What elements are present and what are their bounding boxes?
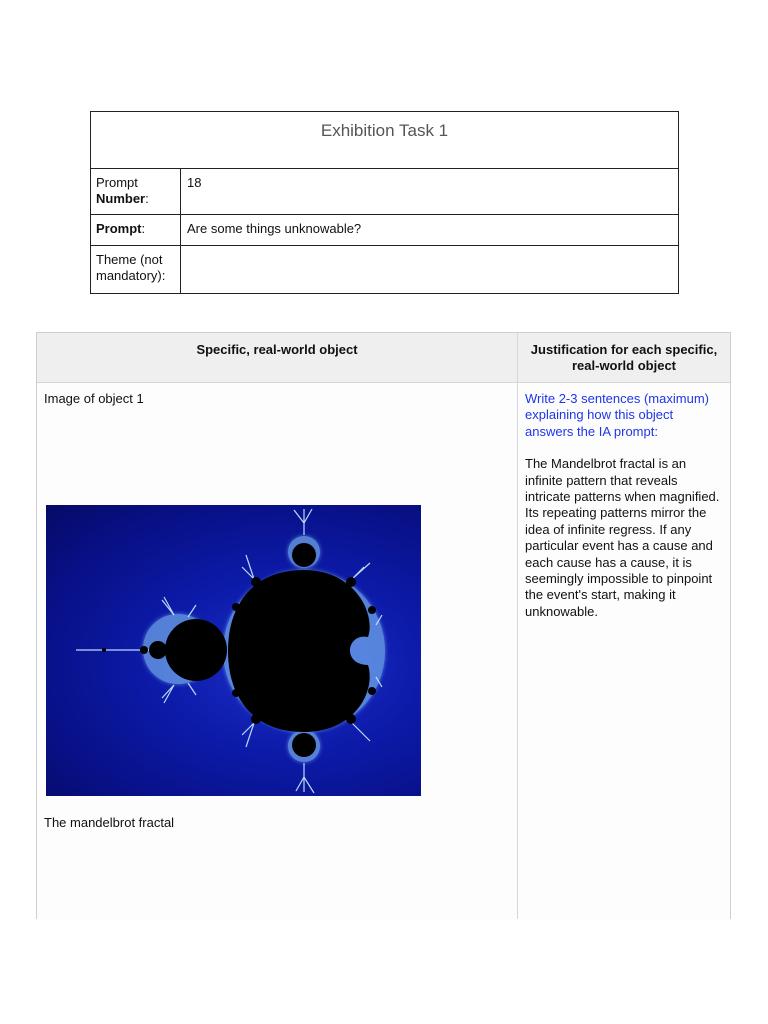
exhibition-info-table (90, 111, 679, 294)
mandelbrot-fractal-image (46, 505, 421, 796)
mandelbrot-fractal-svg (46, 505, 421, 796)
objects-table-row (37, 383, 730, 919)
objects-table (36, 332, 731, 919)
prompt-value: Are some things unknowable? (181, 215, 679, 246)
object-cell (37, 383, 518, 919)
prompt-label: Prompt: (91, 215, 181, 246)
exhibition-title: Exhibition Task 1 (91, 112, 679, 169)
theme-label: Theme (not mandatory): (91, 246, 181, 294)
header-object: Specific, real-world object (37, 333, 518, 382)
instruction-text: Write 2-3 sentences (maximum) explaining how this object answers the IA prompt: (525, 391, 709, 439)
prompt-number-label: Prompt Number: (91, 169, 181, 215)
prompt-number-value: 18 (181, 169, 679, 215)
justification-text: The Mandelbrot fractal is an infinite pattern that reveals intricate patterns when magnified. Its repeating patterns mirror the idea of infinite regress. If any particular event has a cause and each cause has a cause, it is seemingly impossible to pinpoint the event's start, making it unknowable. (525, 456, 720, 619)
theme-value (181, 246, 679, 294)
objects-table-header (37, 333, 730, 383)
image-label: Image of object 1 (44, 391, 144, 406)
image-caption: The mandelbrot fractal (44, 815, 175, 830)
justification-cell (518, 383, 730, 919)
header-justification: Justification for each specific, real-world object (530, 342, 718, 373)
